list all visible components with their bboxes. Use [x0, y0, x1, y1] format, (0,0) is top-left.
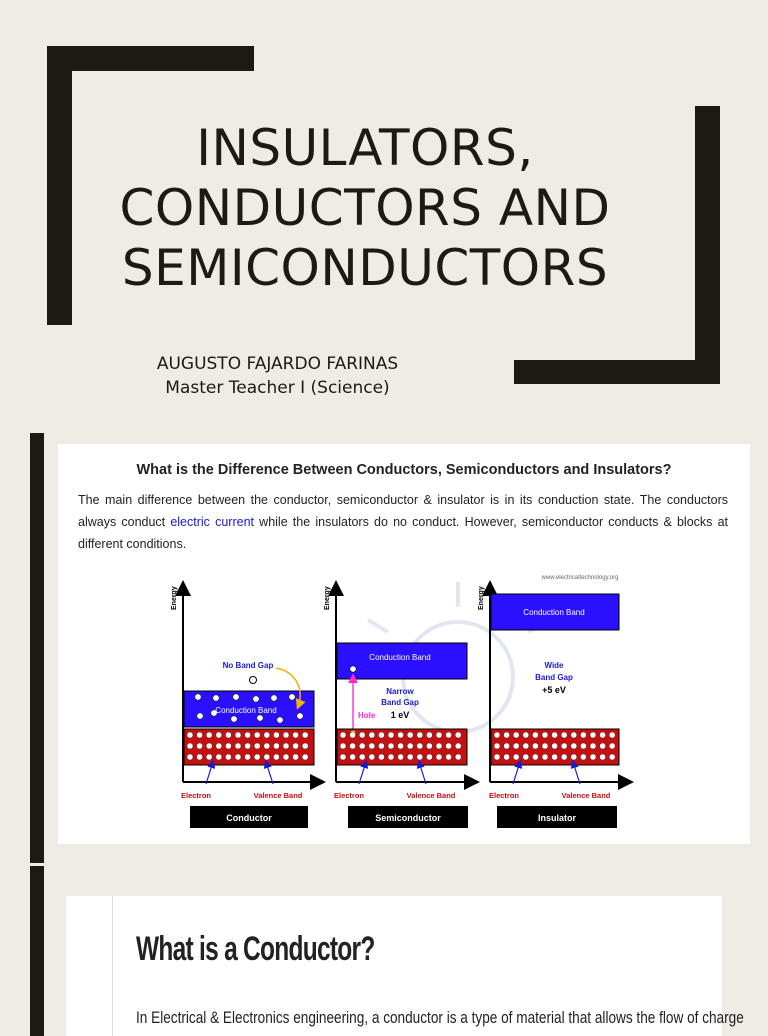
valence-electron-dot	[293, 754, 299, 760]
conductor-panel	[171, 584, 322, 828]
valence-electron-dot	[254, 743, 260, 749]
electric-current-link[interactable]: electric current	[170, 515, 254, 529]
valence-electron-dot	[225, 743, 231, 749]
valence-electron-dot	[446, 743, 452, 749]
valence-electron-dot	[388, 732, 394, 738]
conductor-body: In Electrical & Electronics engineering, a conductor is a type of material that allows the flow of charge	[136, 1008, 744, 1027]
valence-electron-dot	[580, 743, 586, 749]
valence-electron-dot	[590, 732, 596, 738]
valence-electron-dot	[523, 754, 529, 760]
valence-electron-dot	[350, 732, 356, 738]
valence-electron-dot	[426, 754, 432, 760]
valence-electron-dot	[235, 754, 241, 760]
valence-electron-dot	[609, 743, 615, 749]
semi-band-label: Conduction Band	[369, 653, 431, 662]
valence-electron-dot	[446, 754, 452, 760]
valence-electron-dot	[245, 754, 251, 760]
valence-electron-dot	[494, 743, 500, 749]
valence-electron-dot	[378, 743, 384, 749]
valence-electron-dot	[359, 743, 365, 749]
valence-electron-dot	[426, 732, 432, 738]
valence-electron-dot	[378, 732, 384, 738]
band-gap-label: Band Gap	[535, 673, 573, 682]
valence-band-label: Valence Band	[406, 791, 456, 800]
right-bracket-bottom	[514, 360, 720, 384]
valence-electron-dot	[398, 754, 404, 760]
left-bracket-side	[47, 46, 72, 325]
valence-electron-dot	[340, 754, 346, 760]
valence-electron-dot	[350, 754, 356, 760]
energy-axis-label: Energy	[478, 586, 485, 610]
valence-electron-dot	[436, 743, 442, 749]
electron-label: Electron	[488, 791, 520, 800]
valence-electron-dot	[187, 743, 193, 749]
valence-electron-dot	[561, 743, 567, 749]
valence-electron-dot	[264, 743, 270, 749]
valence-electron-dot	[273, 732, 279, 738]
valence-electron-dot	[340, 732, 346, 738]
valence-electron-dot	[359, 754, 365, 760]
valence-electron-dot	[417, 754, 423, 760]
valence-electron-dot	[542, 743, 548, 749]
band-diagram	[158, 572, 638, 834]
valence-electron-dot	[340, 743, 346, 749]
slide-title	[70, 118, 660, 298]
valence-electron-dot	[542, 732, 548, 738]
valence-electron-dot	[369, 754, 375, 760]
valence-electron-dot	[388, 754, 394, 760]
valence-electron-dot	[197, 754, 203, 760]
valence-electron-dot	[197, 743, 203, 749]
valence-electron-dot	[426, 743, 432, 749]
author-block	[100, 352, 455, 400]
valence-electron-dot	[513, 743, 519, 749]
electron-label: Electron	[180, 791, 212, 800]
valence-electron-dot	[532, 732, 538, 738]
difference-heading: What is the Difference Between Conductors, Semiconductors and Insulators?	[136, 462, 672, 478]
title-slide	[0, 0, 768, 420]
valence-electron-dot	[436, 754, 442, 760]
electron-label: Electron	[333, 791, 365, 800]
valence-electron-dot	[571, 732, 577, 738]
valence-electron-dot	[216, 743, 222, 749]
valence-electron-dot	[580, 732, 586, 738]
valence-electron-dot	[235, 732, 241, 738]
valence-electron-dot	[216, 754, 222, 760]
valence-electron-dot	[235, 743, 241, 749]
valence-electron-dot	[504, 732, 510, 738]
semiconductor-caption: Semiconductor	[375, 813, 441, 823]
divider	[112, 896, 113, 1036]
valence-electron-dot	[369, 743, 375, 749]
valence-electron-dot	[302, 732, 308, 738]
band-gap-label: Band Gap	[381, 698, 419, 707]
valence-electron-dot	[494, 754, 500, 760]
valence-electron-dot	[407, 732, 413, 738]
valence-band-label: Valence Band	[561, 791, 611, 800]
valence-electron-dot	[302, 754, 308, 760]
valence-electron-dot	[609, 754, 615, 760]
valence-electron-dot	[293, 732, 299, 738]
valence-electron-dot	[225, 754, 231, 760]
valence-electron-dot	[407, 754, 413, 760]
wide-label: Wide	[544, 661, 564, 670]
valence-electron-dot	[455, 754, 461, 760]
title-line: INSULATORS,	[196, 119, 534, 177]
conductor-band-label: Conduction Band	[215, 706, 277, 715]
valence-electron-dot	[417, 743, 423, 749]
para-text: The main difference between the conductor, semiconductor & insulator is in its conduction state. The conductors always conduct	[78, 493, 728, 529]
valence-electron-dot	[216, 732, 222, 738]
valence-electron-dot	[571, 743, 577, 749]
title-line: CONDUCTORS AND	[119, 179, 611, 237]
energy-axis-label: Energy	[171, 586, 178, 610]
valence-electron-dot	[283, 743, 289, 749]
valence-electron-dot	[571, 754, 577, 760]
valence-electron-dot	[398, 743, 404, 749]
valence-electron-dot	[417, 732, 423, 738]
excited-electron-icon	[350, 666, 356, 672]
valence-electron-dot	[552, 754, 558, 760]
valence-electron-dot	[378, 754, 384, 760]
valence-electron-dot	[206, 743, 212, 749]
valence-electron-dot	[561, 754, 567, 760]
valence-electron-dot	[455, 732, 461, 738]
gap-value: +5 eV	[542, 685, 566, 695]
conductor-heading: What is a Conductor?	[136, 930, 375, 968]
valence-electron-dot	[245, 732, 251, 738]
valence-electron-dot	[398, 732, 404, 738]
valence-electron-dot	[388, 743, 394, 749]
valence-electron-dot	[504, 743, 510, 749]
valence-electron-dot	[504, 754, 510, 760]
valence-electron-dot	[552, 743, 558, 749]
valence-electron-dot	[590, 754, 596, 760]
energy-axis-label: Energy	[324, 586, 331, 610]
valence-electron-dot	[523, 732, 529, 738]
valence-electron-dot	[350, 743, 356, 749]
valence-electron-dot	[206, 732, 212, 738]
valence-electron-dot	[407, 743, 413, 749]
valence-electron-dot	[187, 732, 193, 738]
valence-electron-dot	[552, 732, 558, 738]
valence-electron-dot	[197, 732, 203, 738]
valence-electron-dot	[532, 743, 538, 749]
valence-electron-dot	[600, 754, 606, 760]
valence-electron-dot	[264, 732, 270, 738]
valence-electron-dot	[455, 743, 461, 749]
valence-electron-dot	[580, 754, 586, 760]
valence-electron-dot	[302, 743, 308, 749]
valence-electron-dot	[600, 732, 606, 738]
author-role: Master Teacher I (Science)	[165, 378, 390, 398]
valence-electron-dot	[359, 732, 365, 738]
valence-electron-dot	[273, 754, 279, 760]
valence-electron-dot	[532, 754, 538, 760]
valence-electron-dot	[187, 754, 193, 760]
valence-electron-dot	[283, 754, 289, 760]
insulator-band-label: Conduction Band	[523, 608, 585, 617]
valence-band-label: Valence Band	[253, 791, 303, 800]
valence-electron-dot	[264, 754, 270, 760]
valence-electron-dot	[273, 743, 279, 749]
slide-accent-bar	[30, 866, 44, 1036]
insulator-panel	[478, 584, 630, 828]
valence-electron-dot	[590, 743, 596, 749]
free-electron-icon	[250, 677, 257, 684]
para-text: while the insulators do no conduct. However, semiconductor conducts & blocks at different conditions.	[78, 515, 728, 551]
valence-electron-dot	[369, 732, 375, 738]
valence-electron-dot	[206, 754, 212, 760]
valence-electron-dot	[254, 732, 260, 738]
hole-label: Hole	[358, 711, 376, 720]
valence-electron-dot	[523, 743, 529, 749]
valence-electron-dot	[283, 732, 289, 738]
valence-electron-dot	[254, 754, 260, 760]
valence-electron-dot	[436, 732, 442, 738]
title-line: SEMICONDUCTORS	[121, 239, 609, 297]
no-band-gap-label: No Band Gap	[222, 661, 274, 670]
left-bracket-top	[47, 46, 254, 71]
difference-slide-image	[58, 444, 750, 844]
slide-accent-bar	[30, 433, 44, 863]
valence-electron-dot	[542, 754, 548, 760]
valence-electron-dot	[513, 732, 519, 738]
conductor-caption: Conductor	[226, 813, 272, 823]
valence-electron-dot	[494, 732, 500, 738]
valence-electron-dot	[446, 732, 452, 738]
insulator-caption: Insulator	[537, 813, 577, 823]
right-bracket-side	[695, 106, 720, 384]
valence-electron-dot	[513, 754, 519, 760]
valence-electron-dot	[600, 743, 606, 749]
conductor-slide-image	[66, 896, 744, 1036]
valence-electron-dot	[225, 732, 231, 738]
valence-electron-dot	[293, 743, 299, 749]
difference-paragraph	[78, 489, 728, 555]
author-name: AUGUSTO FAJARDO FARINAS	[156, 354, 399, 374]
gap-value: 1 eV	[390, 710, 410, 720]
valence-electron-dot	[245, 743, 251, 749]
watermark-text: www.electricaltechnology.org	[541, 575, 619, 581]
valence-electron-dot	[561, 732, 567, 738]
narrow-label: Narrow	[386, 687, 414, 696]
valence-electron-dot	[609, 732, 615, 738]
